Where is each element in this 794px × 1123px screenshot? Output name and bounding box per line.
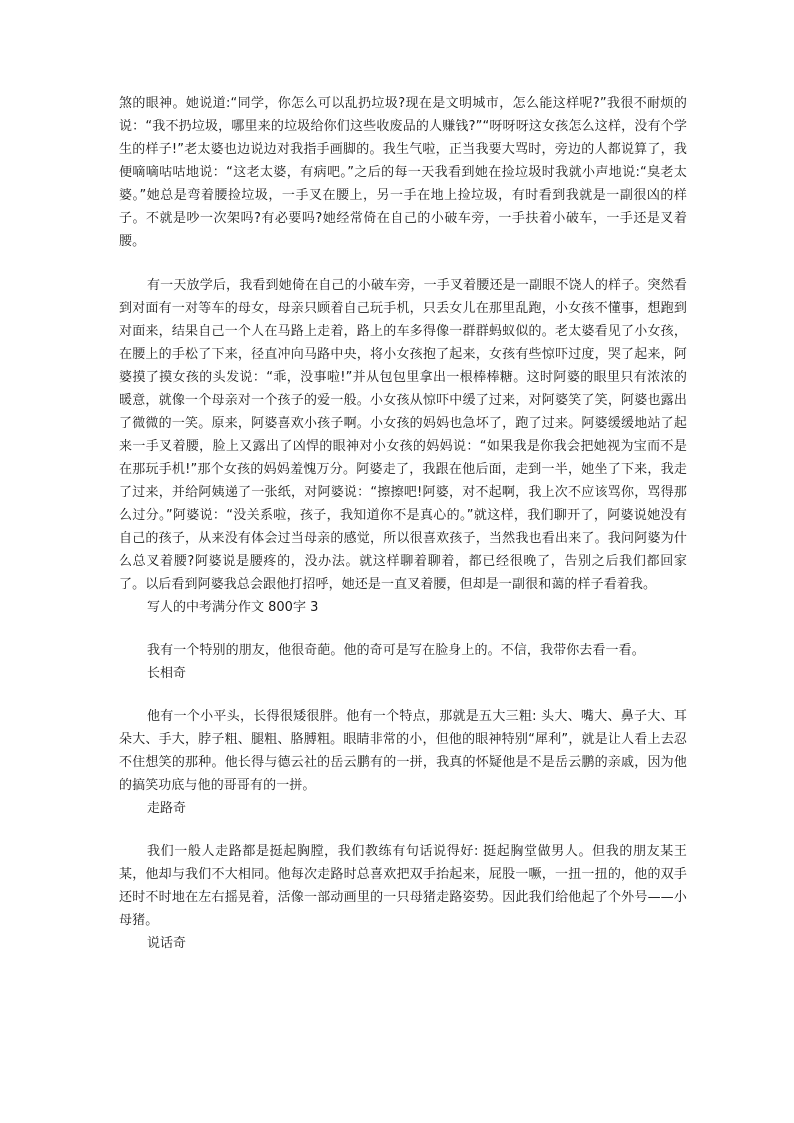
paragraph-2: 有一天放学后，我看到她倚在自己的小破车旁，一手叉着腰还是一副眼不饶人的样子。突然看到对面有一对等车的母女，母亲只顾着自己玩手机，只丢女儿在那里乱跑，小女孩不懂事，想跑到对面来，结果自己一个人在马路上走着，路上的车多得像一群群蚂蚁似的。老太婆看见了小女孩，在腰上的手松了下来，径直冲向马路中央，将小女孩抱了起来，女孩有些惊吓过度，哭了起来，阿婆摸了摸女孩的头发说：“乖，没事啦!”并从包包里拿出一根棒棒糖。这时阿婆的眼里只有浓浓的暖意，就像一个母亲对一个孩子的爱一般。小女孩从惊吓中缓了过来，对阿婆笑了笑，阿婆也露出了微微的一笑。原来，阿婆喜欢小孩子啊。小女孩的妈妈也急坏了，跑了过来。阿婆缓缓地站了起来一手叉着腰，脸上又露出了凶悍的眼神对小女孩的妈妈说：“如果我是你我会把她视为宝而不是在那玩手机!”那个女孩的妈妈羞愧万分。阿婆走了，我跟在他后面，走到一半，她坐了下来，我走了过来，并给阿姨递了一张纸，对阿婆说：“擦擦吧!阿婆，对不起啊，我上次不应该骂你，骂得那么过分。”阿婆说：“没关系啦，孩子，我知道你不是真心的。”就这样，我们聊开了，阿婆说她没有自己的孩子，从来没有体会过当母亲的感觉，所以很喜欢孩子，当然我也看出来了。我问阿婆为什么总叉着腰?阿婆说是腰疼的，没办法。就这样聊着聊着，都已经很晚了，告别之后我们都回家了。以后看到阿婆我总会跟他打招呼，她还是一直叉着腰，但却是一副很和蔼的样子看着我。 <box>119 278 687 592</box>
section-title: 写人的中考满分作文 800字 3 <box>147 600 319 615</box>
document-page <box>119 92 687 955</box>
subheading-speaking: 说话奇 <box>147 936 187 951</box>
paragraph-5: 我们一般人走路都是挺起胸膛，我们教练有句话说得好: 挺起胸堂做男人。但我的朋友某王某，他却与我们不大相同。他每次走路时总喜欢把双手抬起来，屁股一噘，一扭一扭的，他的双手还时不时地在左右摇晃着，活像一部动画里的一只母猪走路姿势。因此我们给他起了个外号——小母猪。 <box>119 844 687 928</box>
paragraph-3: 我有一个特别的朋友，他很奇葩。他的奇可是写在脸身上的。不信，我带你去看一看。 <box>147 643 645 658</box>
paragraph-4: 他有一个小平头，长得很矮很胖。他有一个特点，那就是五大三粗: 头大、嘴大、鼻子大、耳朵大、手大，脖子粗、腿粗、胳膊粗。眼睛非常的小，但他的眼神特别“犀利”，就是让人看上去忍不住想笑的那种。他长得与德云社的岳云鹏有的一拼，我真的怀疑他是不是岳云鹏的亲戚，因为他的搞笑功底与他的哥哥有的一拼。 <box>119 709 687 793</box>
subheading-walking: 走路奇 <box>147 801 187 816</box>
subheading-appearance: 长相奇 <box>147 666 187 681</box>
paragraph-1: 煞的眼神。她说道:“同学，你怎么可以乱扔垃圾?现在是文明城市，怎么能这样呢?”我很不耐烦的说：“我不扔垃圾，哪里来的垃圾给你们这些收废品的人赚钱?”“呀呀呀这女孩怎么这样，没有个学生的样子!”老太婆也边说边对我指手画脚的。我生气啦，正当我要大骂时，旁边的人都说算了，我便嘀嘀咕咕地说：“这老太婆，有病吧。”之后的每一天我看到她在捡垃圾时我就小声地说:“臭老太婆。”她总是弯着腰捡垃圾，一手叉在腰上，另一手在地上捡垃圾，有时看到我就是一副很凶的样子。不就是吵一次架吗?有必要吗?她经常倚在自己的小破车旁，一手扶着小破车，一手还是叉着腰。 <box>119 96 687 249</box>
